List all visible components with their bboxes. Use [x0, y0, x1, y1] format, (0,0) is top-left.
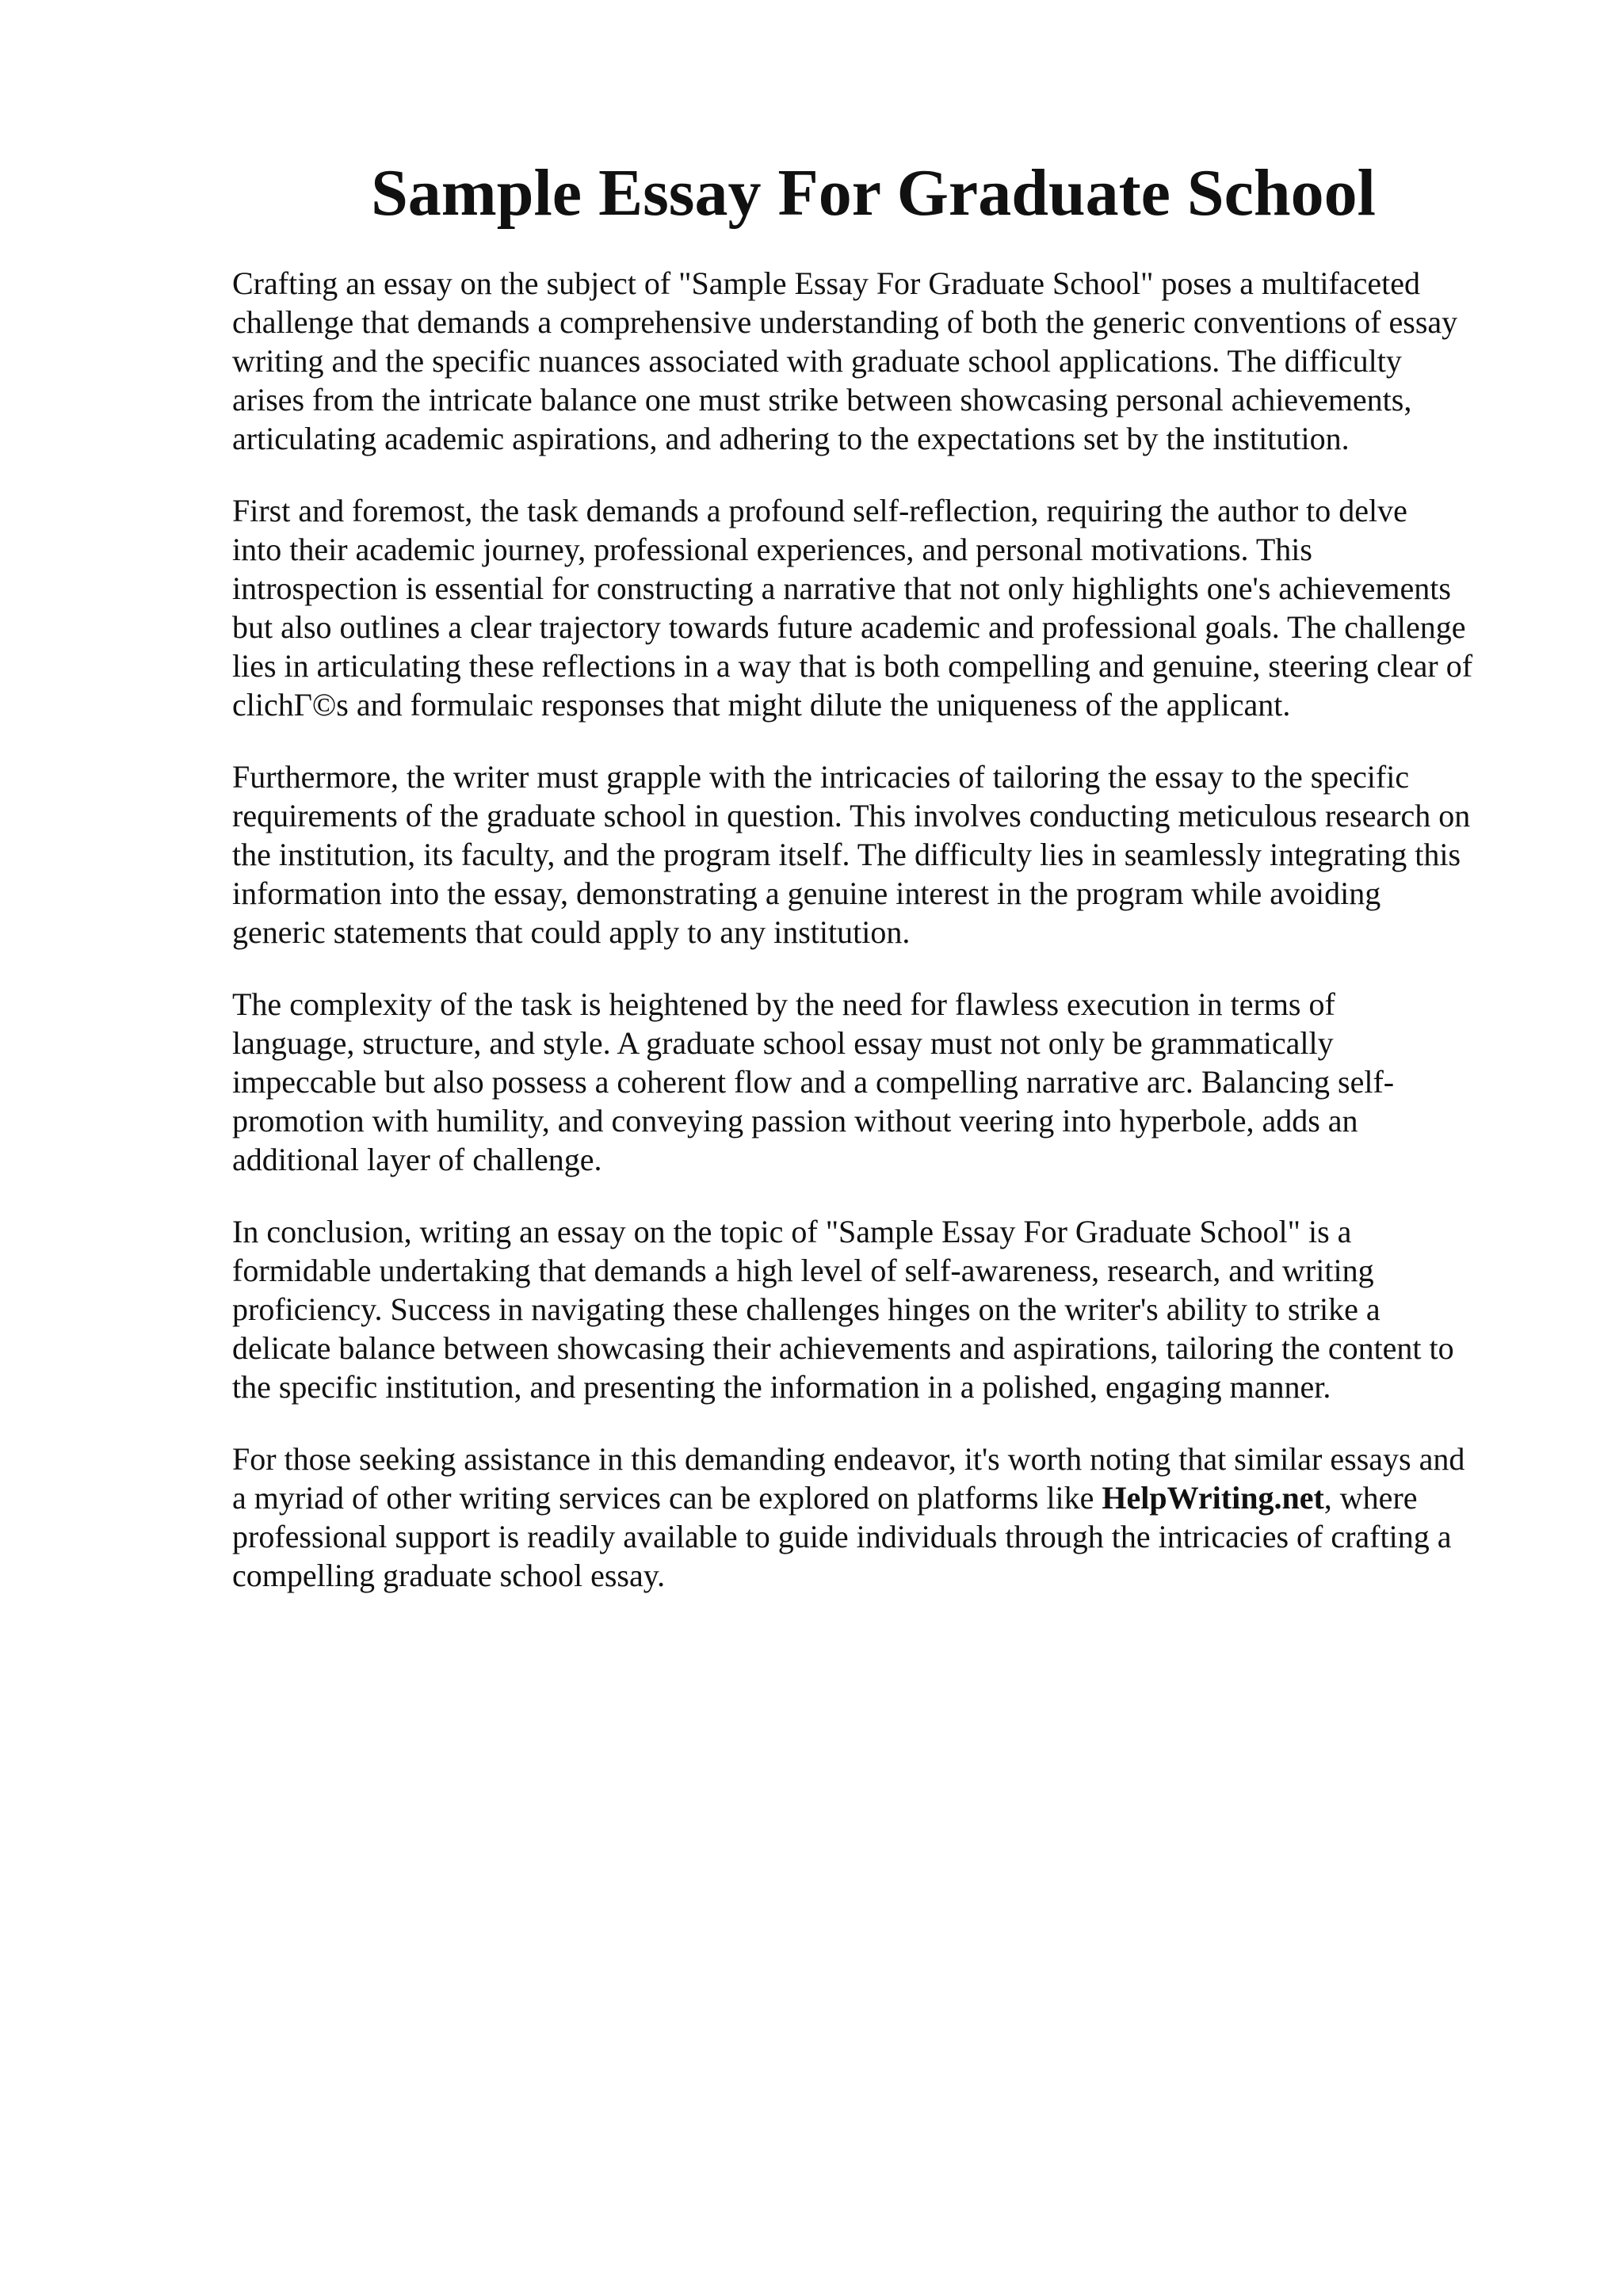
text-line: For those seeking assistance in this demanding endeavor, it's worth noting that similar essays and	[232, 1441, 1465, 1477]
paragraph-6	[232, 1440, 1532, 1595]
text-line: requirements of the graduate school in question. This involves conducting meticulous research on	[232, 798, 1471, 833]
text-line: additional layer of challenge.	[232, 1142, 602, 1177]
paragraph-1	[232, 264, 1532, 458]
text-line: into their academic journey, professional experiences, and personal motivations. This	[232, 532, 1312, 567]
text-segment: a myriad of other writing services can be explored on platforms like	[232, 1480, 1102, 1516]
text-line: The complexity of the task is heightened by the need for flawless execution in terms of	[232, 986, 1335, 1022]
text-line: generic statements that could apply to any institution.	[232, 914, 911, 950]
text-line: the specific institution, and presenting the information in a polished, engaging manner.	[232, 1369, 1331, 1405]
text-line: professional support is readily available to guide individuals through the intricacies of crafting a	[232, 1519, 1452, 1554]
text-line: challenge that demands a comprehensive understanding of both the generic conventions of essay	[232, 304, 1458, 340]
text-line: First and foremost, the task demands a profound self-reflection, requiring the author to delve	[232, 493, 1407, 528]
paragraph-5	[232, 1212, 1532, 1406]
text-line: Crafting an essay on the subject of "Sample Essay For Graduate School" poses a multifaceted	[232, 265, 1420, 301]
text-line: arises from the intricate balance one must strike between showcasing personal achievements,	[232, 382, 1412, 418]
text-line: compelling graduate school essay.	[232, 1558, 666, 1593]
helpwriting-link[interactable]: HelpWriting.net	[1102, 1480, 1324, 1516]
text-line: information into the essay, demonstrating a genuine interest in the program while avoiding	[232, 875, 1381, 911]
essay-body	[232, 264, 1532, 1628]
text-segment: , where	[1323, 1480, 1418, 1516]
text-line: formidable undertaking that demands a high level of self-awareness, research, and writing	[232, 1253, 1374, 1288]
text-line: the institution, its faculty, and the program itself. The difficulty lies in seamlessly integrating this	[232, 837, 1461, 872]
text-line: lies in articulating these reflections in a way that is both compelling and genuine, steering clear of	[232, 648, 1473, 684]
text-line: delicate balance between showcasing their achievements and aspirations, tailoring the content to	[232, 1330, 1454, 1366]
text-line: introspection is essential for constructing a narrative that not only highlights one's achievements	[232, 570, 1451, 606]
page-title: Sample Essay For Graduate School	[371, 156, 1376, 230]
text-line: Furthermore, the writer must grapple with the intricacies of tailoring the essay to the specific	[232, 759, 1410, 795]
text-line: impeccable but also possess a coherent flow and a compelling narrative arc. Balancing self-	[232, 1064, 1395, 1100]
paragraph-4	[232, 985, 1532, 1179]
text-line-with-link	[232, 1478, 1532, 1517]
paragraph-3	[232, 757, 1532, 952]
text-line: articulating academic aspirations, and adhering to the expectations set by the institution.	[232, 421, 1350, 456]
paragraph-2	[232, 491, 1532, 724]
text-line: In conclusion, writing an essay on the topic of "Sample Essay For Graduate School" is a	[232, 1214, 1352, 1249]
text-line: but also outlines a clear trajectory towards future academic and professional goals. The challenge	[232, 609, 1466, 645]
text-line: clichΓ©s and formulaic responses that might dilute the uniqueness of the applicant.	[232, 687, 1291, 723]
text-line: promotion with humility, and conveying passion without veering into hyperbole, adds an	[232, 1103, 1358, 1138]
text-line: language, structure, and style. A graduate school essay must not only be grammatically	[232, 1025, 1334, 1061]
text-line: proficiency. Success in navigating these challenges hinges on the writer's ability to strike a	[232, 1291, 1381, 1327]
text-line: writing and the specific nuances associated with graduate school applications. The difficulty	[232, 343, 1402, 379]
